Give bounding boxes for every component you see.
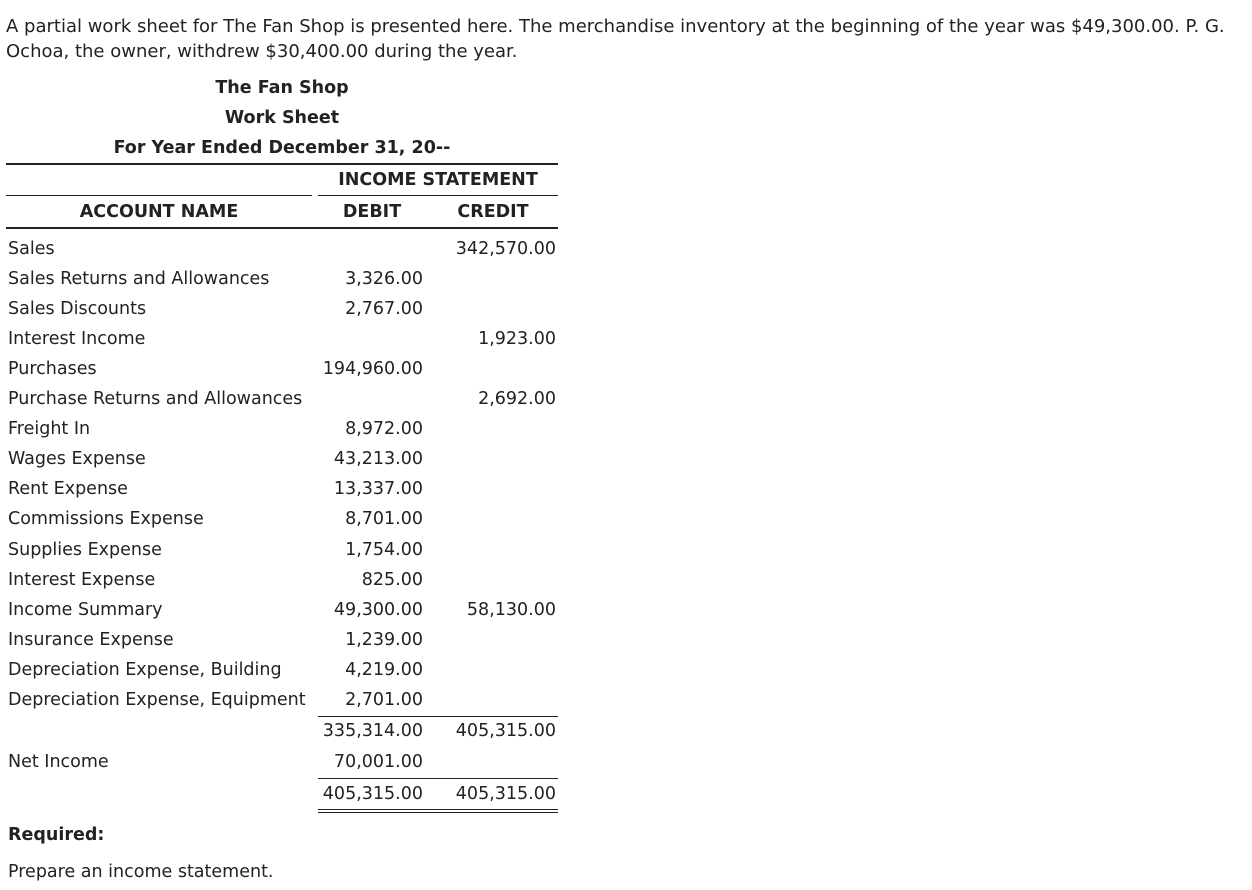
income-statement-header: INCOME STATEMENT [338, 170, 538, 190]
subtotal-debit: 335,314.00 [322, 721, 423, 741]
account-name: Rent Expense [8, 479, 128, 500]
table-row [6, 414, 558, 444]
account-name: Sales Discounts [8, 299, 147, 320]
debit-amount: 43,213.00 [333, 449, 423, 470]
account-name: Supplies Expense [8, 539, 162, 560]
account-name: Purchase Returns and Allowances [8, 389, 303, 410]
worksheet-title: Work Sheet [224, 108, 340, 128]
account-name: Sales [8, 239, 55, 259]
total-credit: 405,315.00 [455, 784, 556, 804]
net-income-debit: 70,001.00 [333, 752, 423, 772]
debit-amount: 1,754.00 [345, 539, 423, 560]
account-header-rule [6, 195, 312, 196]
table-row [6, 264, 558, 294]
net-income-label: Net Income [8, 752, 109, 772]
problem-intro: A partial work sheet for The Fan Shop is presented here. The merchandise inventory at the beginning of the year was $49,300.00. P. G. Ochoa, the owner, withdrew $30,400.00 during the year. [6, 16, 1225, 62]
table-row [6, 504, 558, 534]
table-top-rule [6, 163, 558, 165]
account-name: Interest Income [8, 329, 146, 350]
col-account-name: ACCOUNT NAME [79, 202, 239, 222]
total-row [6, 779, 558, 809]
table-row [6, 535, 558, 565]
account-name: Depreciation Expense, Building [8, 659, 282, 680]
account-name: Interest Expense [8, 569, 156, 590]
account-name: Wages Expense [8, 449, 146, 470]
table-row [6, 444, 558, 474]
subtotal-credit: 405,315.00 [455, 721, 556, 741]
total-debit: 405,315.00 [322, 784, 423, 804]
debit-amount: 8,972.00 [345, 419, 423, 440]
debit-amount: 1,239.00 [345, 629, 423, 650]
account-name: Depreciation Expense, Equipment [8, 689, 306, 710]
account-name: Income Summary [8, 599, 163, 620]
task-text: Prepare an income statement. [8, 862, 274, 882]
debit-amount: 49,300.00 [333, 599, 423, 620]
account-name: Commissions Expense [8, 509, 204, 530]
table-row [6, 625, 558, 655]
debit-amount: 13,337.00 [333, 479, 423, 500]
credit-amount: 342,570.00 [455, 239, 556, 259]
section-header-rule [318, 195, 558, 196]
account-name: Sales Returns and Allowances [8, 269, 270, 290]
col-debit: DEBIT [342, 202, 402, 222]
double-rule-top [318, 809, 558, 810]
debit-amount: 825.00 [361, 569, 423, 590]
net-income-row [6, 747, 558, 777]
column-header-rule [6, 227, 558, 229]
debit-amount: 4,219.00 [345, 659, 423, 680]
table-row [6, 595, 558, 625]
debit-amount: 8,701.00 [345, 509, 423, 530]
col-credit: CREDIT [457, 202, 529, 222]
account-name: Purchases [8, 359, 97, 380]
double-rule-bottom [318, 812, 558, 813]
table-row [6, 655, 558, 685]
account-name: Insurance Expense [8, 629, 174, 650]
table-row [6, 324, 558, 354]
required-label: Required: [8, 825, 105, 845]
account-name: Freight In [8, 419, 91, 440]
table-row [6, 565, 558, 595]
subtotal-row [6, 716, 558, 746]
debit-amount: 2,767.00 [345, 299, 423, 320]
worksheet-company: The Fan Shop [215, 78, 349, 98]
debit-amount: 3,326.00 [345, 269, 423, 290]
credit-amount: 2,692.00 [478, 389, 556, 410]
table-row [6, 384, 558, 414]
credit-amount: 1,923.00 [478, 329, 556, 350]
table-row [6, 354, 558, 384]
table-row [6, 294, 558, 324]
table-row [6, 474, 558, 504]
worksheet-period: For Year Ended December 31, 20-- [113, 138, 451, 158]
table-row [6, 685, 558, 715]
table-row [6, 234, 558, 264]
debit-amount: 194,960.00 [322, 359, 423, 380]
credit-amount: 58,130.00 [466, 599, 556, 620]
debit-amount: 2,701.00 [345, 689, 423, 710]
